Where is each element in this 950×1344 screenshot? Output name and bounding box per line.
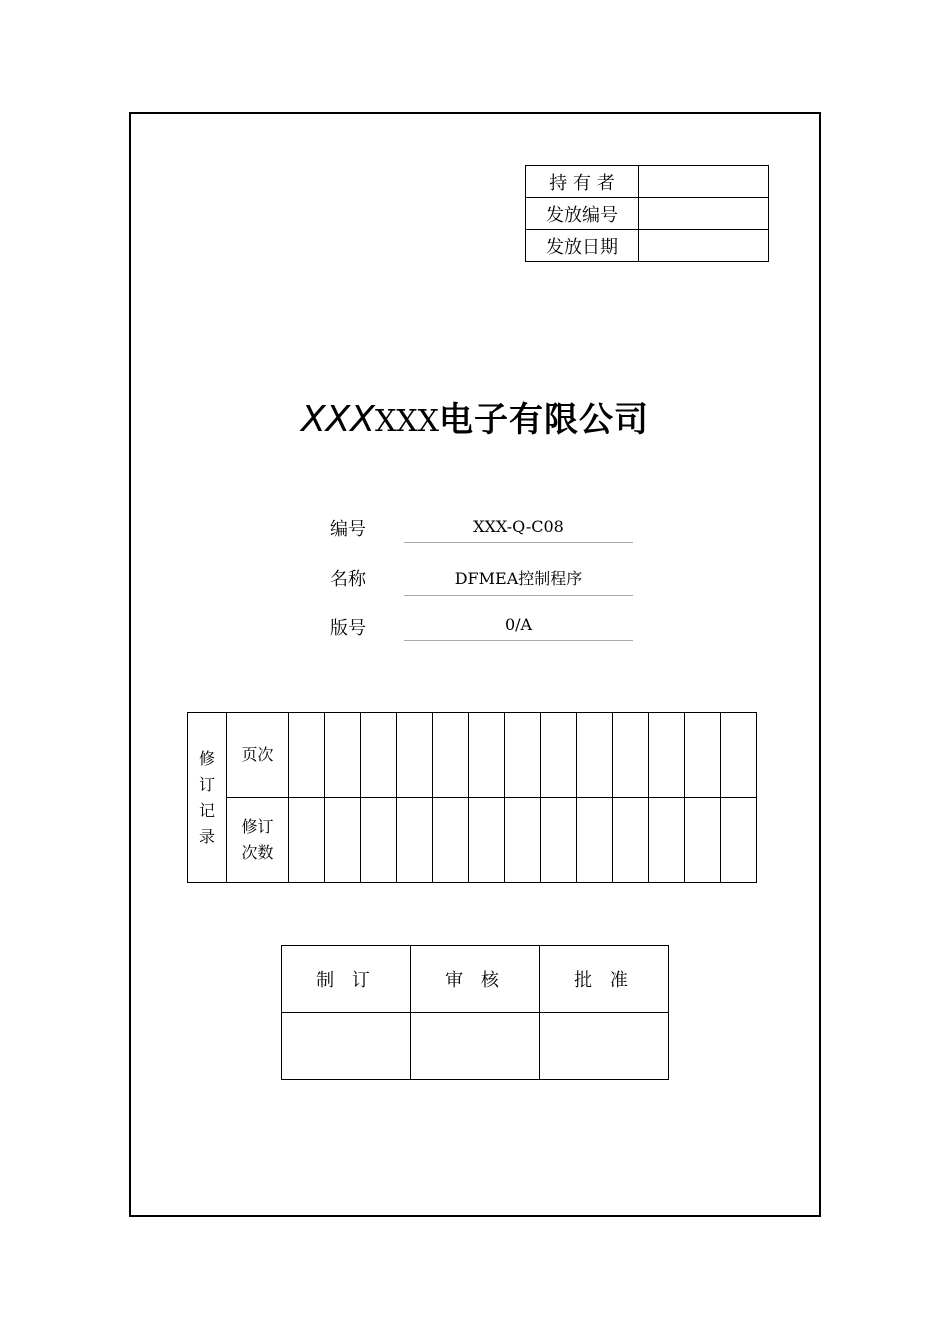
revision-cell[interactable]	[361, 713, 397, 798]
revision-cell[interactable]	[577, 798, 613, 883]
code-label: 编号	[330, 519, 366, 540]
holder-row-issue-number	[526, 198, 769, 230]
side-char: 录	[198, 826, 215, 846]
holder-label: 发放日期	[526, 230, 639, 262]
signoff-header-approved: 批 准	[540, 946, 669, 1013]
revision-cell[interactable]	[541, 798, 577, 883]
revision-cell[interactable]	[433, 713, 469, 798]
revision-cell[interactable]	[325, 713, 361, 798]
signoff-table	[281, 945, 669, 1080]
revision-cell[interactable]	[613, 798, 649, 883]
revision-row-count	[188, 798, 757, 883]
side-char: 修	[198, 748, 215, 768]
revision-cell[interactable]	[613, 713, 649, 798]
revision-cell[interactable]	[289, 713, 325, 798]
revision-cell[interactable]	[469, 713, 505, 798]
name-value: DFMEA控制程序	[404, 566, 633, 596]
signoff-cell-prepared[interactable]	[282, 1013, 411, 1080]
revision-cell[interactable]	[649, 798, 685, 883]
revision-cell[interactable]	[289, 798, 325, 883]
holder-row-issue-date	[526, 230, 769, 262]
company-name: 电子有限公司	[439, 400, 650, 440]
holder-row-owner	[526, 166, 769, 198]
page-label: 页次	[227, 713, 289, 798]
name-label: 名称	[330, 569, 366, 590]
version-value: 0/A	[404, 615, 633, 641]
revision-cell[interactable]	[649, 713, 685, 798]
signoff-cell-reviewed[interactable]	[411, 1013, 540, 1080]
signoff-cell-approved[interactable]	[540, 1013, 669, 1080]
company-title	[0, 392, 950, 441]
signoff-body-row	[282, 1013, 669, 1080]
holder-table	[525, 165, 769, 262]
revision-side-label	[188, 713, 227, 883]
revision-cell[interactable]	[685, 798, 721, 883]
revision-cell[interactable]	[505, 798, 541, 883]
company-prefix-italic: XXX	[300, 399, 375, 440]
signoff-header-reviewed: 审 核	[411, 946, 540, 1013]
revision-cell[interactable]	[721, 798, 757, 883]
side-char: 记	[198, 800, 215, 820]
revision-cell[interactable]	[397, 798, 433, 883]
revision-cell[interactable]	[577, 713, 613, 798]
revision-cell[interactable]	[469, 798, 505, 883]
holder-value	[639, 198, 769, 230]
revision-cell[interactable]	[433, 798, 469, 883]
holder-label: 持 有 者	[526, 166, 639, 198]
revision-cell[interactable]	[505, 713, 541, 798]
holder-label: 发放编号	[526, 198, 639, 230]
revision-row-pages	[188, 713, 757, 798]
holder-value	[639, 230, 769, 262]
code-value: XXX-Q-C08	[404, 517, 633, 543]
revision-cell[interactable]	[685, 713, 721, 798]
company-prefix-plain: XXX	[374, 404, 440, 439]
count-label-line: 次数	[241, 843, 274, 862]
revision-count-label	[227, 798, 289, 883]
signoff-header-prepared: 制 订	[282, 946, 411, 1013]
revision-cell[interactable]	[325, 798, 361, 883]
side-char: 订	[198, 774, 215, 794]
revision-cell[interactable]	[397, 713, 433, 798]
revision-record-table	[187, 712, 757, 883]
signoff-header-row	[282, 946, 669, 1013]
revision-cell[interactable]	[721, 713, 757, 798]
revision-cell[interactable]	[361, 798, 397, 883]
count-label-line: 修订	[241, 817, 274, 836]
version-label: 版号	[330, 618, 366, 639]
holder-value	[639, 166, 769, 198]
revision-cell[interactable]	[541, 713, 577, 798]
